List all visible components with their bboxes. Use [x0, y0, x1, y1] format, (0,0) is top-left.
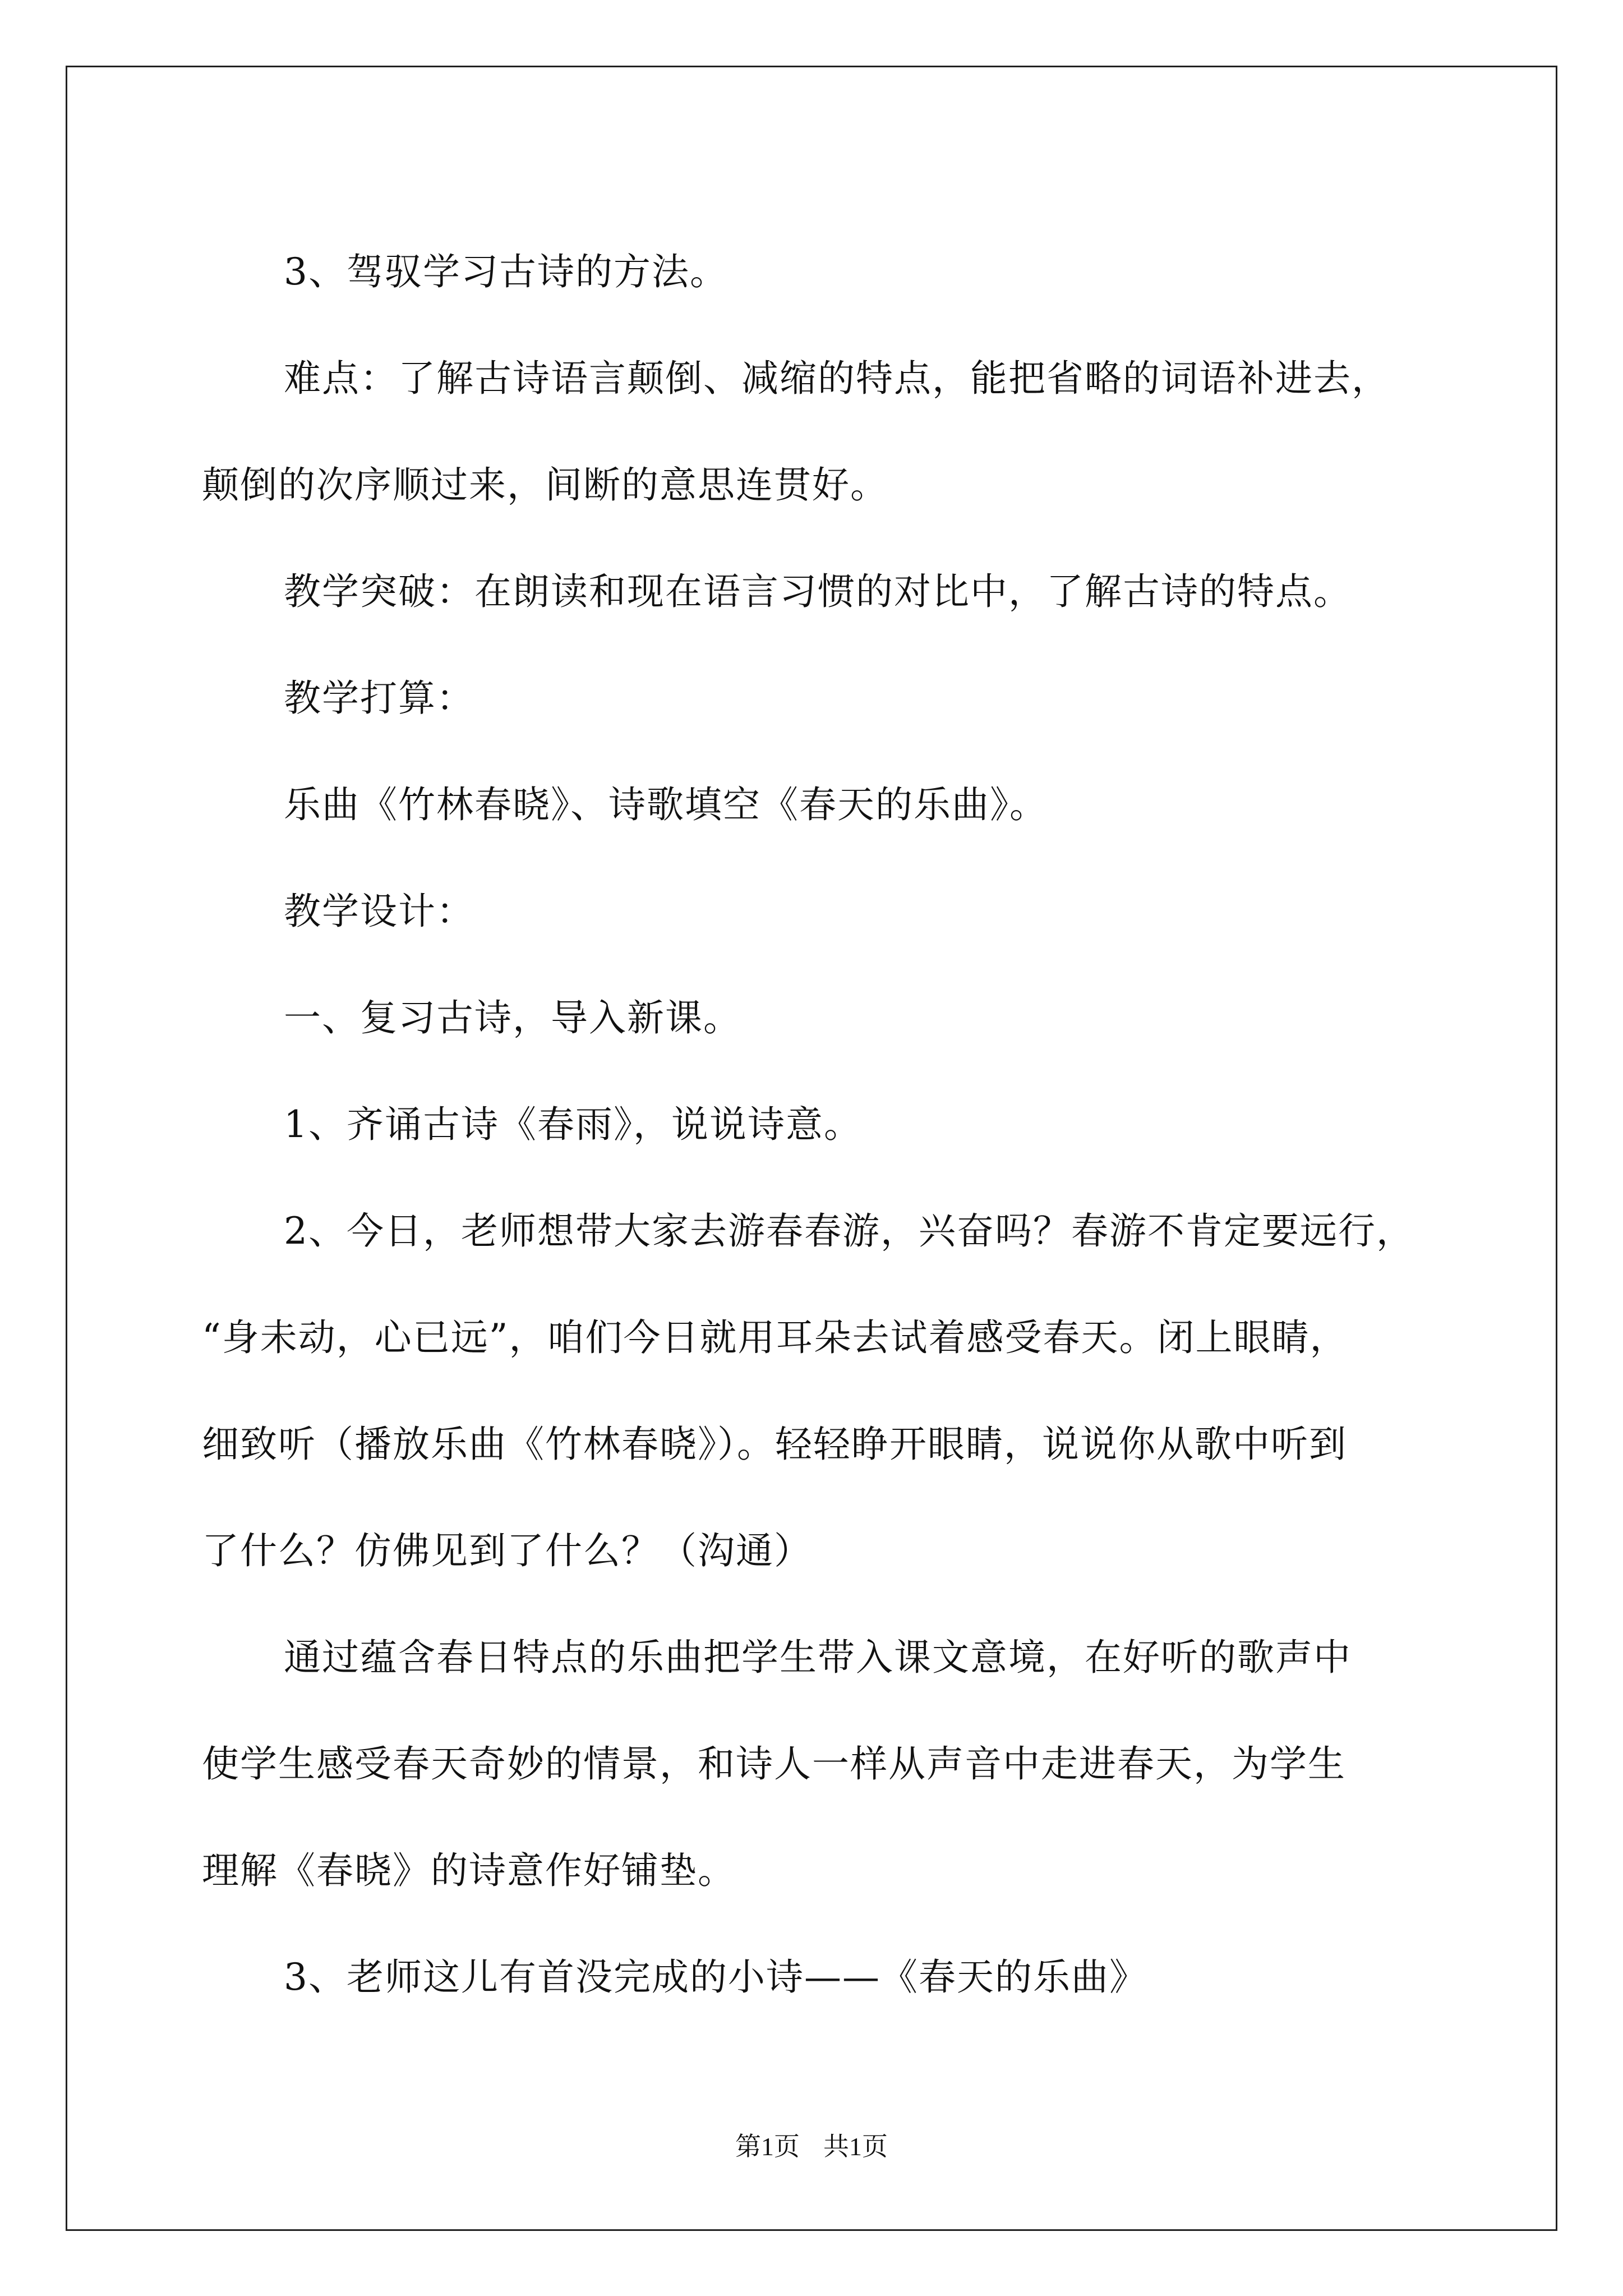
paragraph-line: 教学打算：: [284, 677, 474, 720]
paragraph-line: 通过蕴含春日特点的乐曲把学生带入课文意境，在好听的歌声中: [284, 1636, 1352, 1679]
paragraph-line: 1、齐诵古诗《春雨》，说说诗意。: [284, 1103, 862, 1146]
paragraph-line: “身未动，心已远”，咱们今日就用耳朵去试着感受春天。闭上眼睛，: [202, 1316, 1348, 1359]
paragraph-line: 教学突破：在朗读和现在语言习惯的对比中，了解古诗的特点。: [284, 570, 1352, 613]
page-footer: [0, 2126, 1623, 2163]
paragraph-line: 3、老师这儿有首没完成的小诗——《春天的乐曲》: [284, 1955, 1147, 1999]
paragraph-line: 使学生感受春天奇妙的情景，和诗人一样从声音中走进春天，为学生: [202, 1742, 1346, 1786]
paragraph-line: 细致听（播放乐曲《竹林春晓》）。轻轻睁开眼睛，说说你从歌中听到: [202, 1423, 1347, 1466]
paragraph-line: 了什么？仿佛见到了什么？（沟通）: [202, 1529, 812, 1572]
document-body: [202, 219, 1436, 2031]
paragraph-line: 2、今日，老师想带大家去游春春游，兴奋吗？春游不肯定要远行，: [284, 1209, 1414, 1253]
paragraph-line: 3、驾驭学习古诗的方法。: [284, 250, 728, 293]
paragraph-line: 一、复习古诗，导入新课。: [284, 996, 741, 1039]
paragraph-line: 理解《春晓》的诗意作好铺垫。: [202, 1849, 736, 1892]
paragraph-line: 颠倒的次序顺过来，间断的意思连贯好。: [202, 463, 888, 507]
paragraph-line: 难点：了解古诗语言颠倒、减缩的特点，能把省略的词语补进去，: [284, 357, 1390, 400]
page-total: 共1页: [823, 2132, 888, 2161]
paragraph-line: 教学设计：: [284, 890, 474, 933]
page-number: 第1页: [735, 2132, 800, 2161]
paragraph-line: 乐曲《竹林春晓》、诗歌填空《春天的乐曲》。: [284, 783, 1048, 826]
